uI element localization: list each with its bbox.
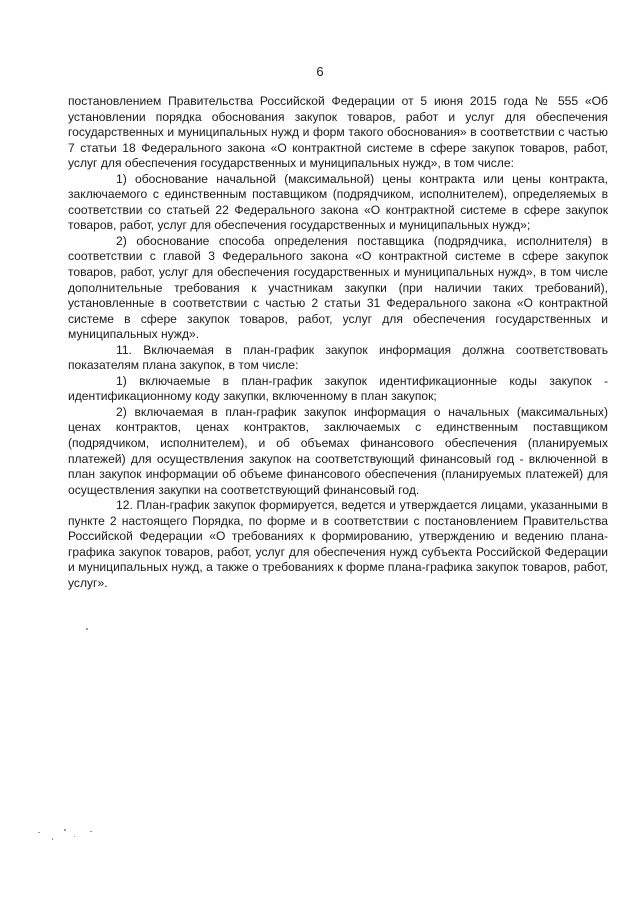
document-body	[68, 94, 608, 592]
paragraph-item-1-justification-price: 1) обоснование начальной (максимальной) цены контракта или цены контракта, заключаемого с единственным поставщиком (подрядчиком, исполнителем), определяемых в соответствии со статьей 22 Федерального закона «О контрактной системе в сфере закупок товаров, работ, услуг для обеспечения государственных и муниципальных нужд»;	[68, 171, 608, 233]
scan-speck	[90, 831, 92, 832]
paragraph-section-11-item-2: 2) включаемая в план-график закупок информация о начальных (максимальных) ценах контрактов, ценах контрактов, заключаемых с единственным поставщиком (подрядчиком, исполнителем), и об объемах финансового обеспечения (планируемых платежей) для осуществления закупок на соответствующий финансовый год - включенной в план закупок информации об объеме финансового обеспечения (планируемых платежей) для осуществления закупки на соответствующий финансовый год.	[68, 404, 608, 497]
scan-speck	[64, 829, 66, 831]
scan-speck	[74, 836, 75, 837]
page-number: 6	[316, 64, 324, 79]
scan-speck	[38, 832, 40, 833]
paragraph-continuation: постановлением Правительства Российской Федерации от 5 июня 2015 года № 555 «Об установлении порядка обоснования закупок товаров, работ и услуг для обеспечения государственных и муниципальных нужд и форм такого обоснования» в соответствии с частью 7 статьи 18 Федерального закона «О контрактной системе в сфере закупок товаров, работ, услуг для обеспечения государственных и муниципальных нужд», в том числе:	[68, 94, 608, 171]
paragraph-section-11-item-1: 1) включаемые в план-график закупок идентификационные коды закупок - идентификационному коду закупки, включенному в план закупок;	[68, 373, 608, 404]
paragraph-section-12: 12. План-график закупок формируется, ведется и утверждается лицами, указанными в пункте 2 настоящего Порядка, по форме и в соответствии с постановлением Правительства Российской Федерации «О требованиях к формированию, утверждению и ведению плана-графика закупок товаров, работ, услуг для обеспечения нужд субъекта Российской Федерации и муниципальных нужд, а также о требованиях к форме плана-графика закупок товаров, работ, услуг».	[68, 498, 608, 590]
paragraph-section-11: 11. Включаемая в план-график закупок информация должна соответствовать показателям плана закупок, в том числе:	[68, 342, 608, 373]
scan-speck	[52, 838, 53, 840]
scan-speck	[86, 628, 88, 630]
paragraph-item-2-justification-method: 2) обоснование способа определения поставщика (подрядчика, исполнителя) в соответствии с главой 3 Федерального закона «О контрактной системе в сфере закупок товаров, работ, услуг для обеспечения государственных и муниципальных нужд», в том числе дополнительные требования к участникам закупки (при наличии таких требований), установленные в соответствии с частью 2 статьи 31 Федерального закона «О контрактной системе в сфере закупок товаров, работ, услуг для обеспечения государственных и муниципальных нужд».	[68, 233, 608, 342]
